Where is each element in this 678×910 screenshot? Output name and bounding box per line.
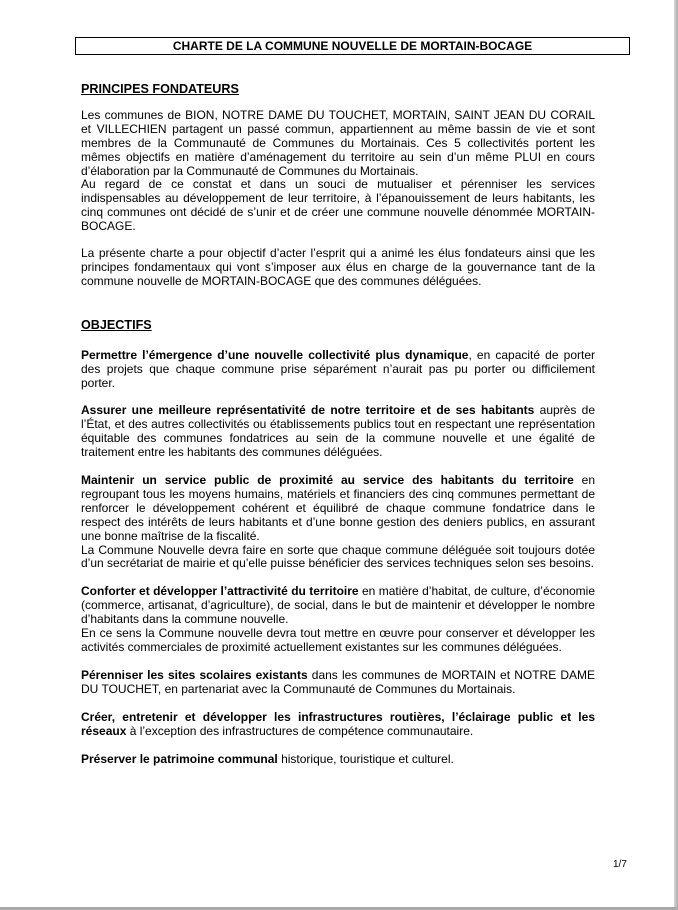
objective-text: auprès de l’État, et des autres collectivités ou établissements publics tout en respectant une représentation équitable des communes fondatrices au sein de la commune nouvelle et une égalité de traitement entre les habitants des communes déléguées. (81, 403, 596, 460)
document-body (81, 83, 595, 766)
section-heading-objectifs: OBJECTIFS (81, 317, 152, 332)
objective-text: , en capacité de porter des projets que chaque commune prise séparément n’aurait pas pu porter ou difficilement porter. (81, 347, 595, 390)
objective-item (81, 474, 595, 544)
objective-title: Assurer une meilleure représentativité de notre territoire et de ses habitants (81, 403, 535, 418)
objective-text: à l’exception des infrastructures de compétence communautaire. (126, 723, 474, 738)
objective-title: Créer, entretenir et développer les infrastructures routières, l’éclairage public et les réseaux (81, 709, 595, 738)
objective-text: en matière d’habitat, de culture, d’économie (commerce, artisanat, d’agriculture), de social, dans le but de maintenir et développer le nombre d’habitants dans la commune nouvelle. (81, 584, 596, 627)
objective-text: historique, touristique et culturel. (277, 751, 454, 766)
page-number: 1/7 (613, 859, 627, 870)
objective-text: en regroupant tous les moyens humains, matériels et financiers des cinq communes permettant de renforcer le développement cohérent et équilibré de chaque commune fondatrice dans le respect des intérêts de leurs habitants et d’une bonne gestion des deniers publics, en assurant une bonne maîtrise de la fiscalité. (81, 473, 595, 543)
objective-title: Permettre l’émergence d’une nouvelle collectivité plus dynamique (81, 347, 469, 362)
objective-title: Maintenir un service public de proximité au service des habitants du territoire (81, 473, 574, 488)
objective-text: dans les communes de MORTAIN et NOTRE DAME DU TOUCHET, en partenariat avec la Communauté de Communes du Mortainais. (81, 667, 595, 696)
objective-item (81, 753, 595, 767)
objective-item (81, 669, 595, 697)
page-edge-shadow-right (674, 0, 678, 910)
objective-extra: La Commune Nouvelle devra faire en sorte que chaque commune déléguée soit toujours dotée d’un secrétariat de mairie et qu’elle puisse bénéficier des services techniques selon ses besoins. (81, 542, 595, 571)
objective-item (81, 404, 595, 460)
objective-extra: En ce sens la Commune nouvelle devra tout mettre en œuvre pour conserver et développer les activités commerciales de proximité actuellement existantes sur les communes déléguées. (81, 626, 595, 654)
paragraph: Les communes de BION, NOTRE DAME DU TOUCHET, MORTAIN, SAINT JEAN DU CORAIL et VILLECHIEN partagent un passé commun, appartiennent au même bassin de vie et sont membres de la Communauté de Communes du Mortainais. Ces 5 collectivités portent les mêmes objectifs en matière d’aménagement du territoire au sein d’un même PLUI en cours d’élaboration par la Communauté de Communes du Mortainais. (81, 107, 595, 178)
paragraph: Au regard de ce constat et dans un souci de mutualiser et pérenniser les services indispensables au développement de leur territoire, à l’épanouissement de leurs habitants, les cinq communes ont décidé de s’unir et de créer une commune nouvelle dénommée MORTAIN-BOCAGE. (81, 177, 595, 234)
objective-item (81, 349, 595, 391)
objective-item (81, 585, 595, 627)
objective-title: Préserver le patrimoine communal (81, 751, 278, 766)
objective-title: Pérenniser les sites scolaires existants (81, 667, 308, 682)
document-title: CHARTE DE LA COMMUNE NOUVELLE DE MORTAIN-BOCAGE (75, 37, 630, 55)
paragraph: La présente charte a pour objectif d’acter l’esprit qui a animé les élus fondateurs ainsi que les principes fondamentaux qui vont s’imposer aux élus en charge de la gouvernance tant de la commune nouvelle de MORTAIN-BOCAGE que des communes déléguées. (81, 246, 595, 288)
objective-title: Conforter et développer l’attractivité du territoire (81, 584, 359, 599)
objective-item (81, 711, 595, 739)
section-heading-principes: PRINCIPES FONDATEURS (81, 82, 239, 96)
